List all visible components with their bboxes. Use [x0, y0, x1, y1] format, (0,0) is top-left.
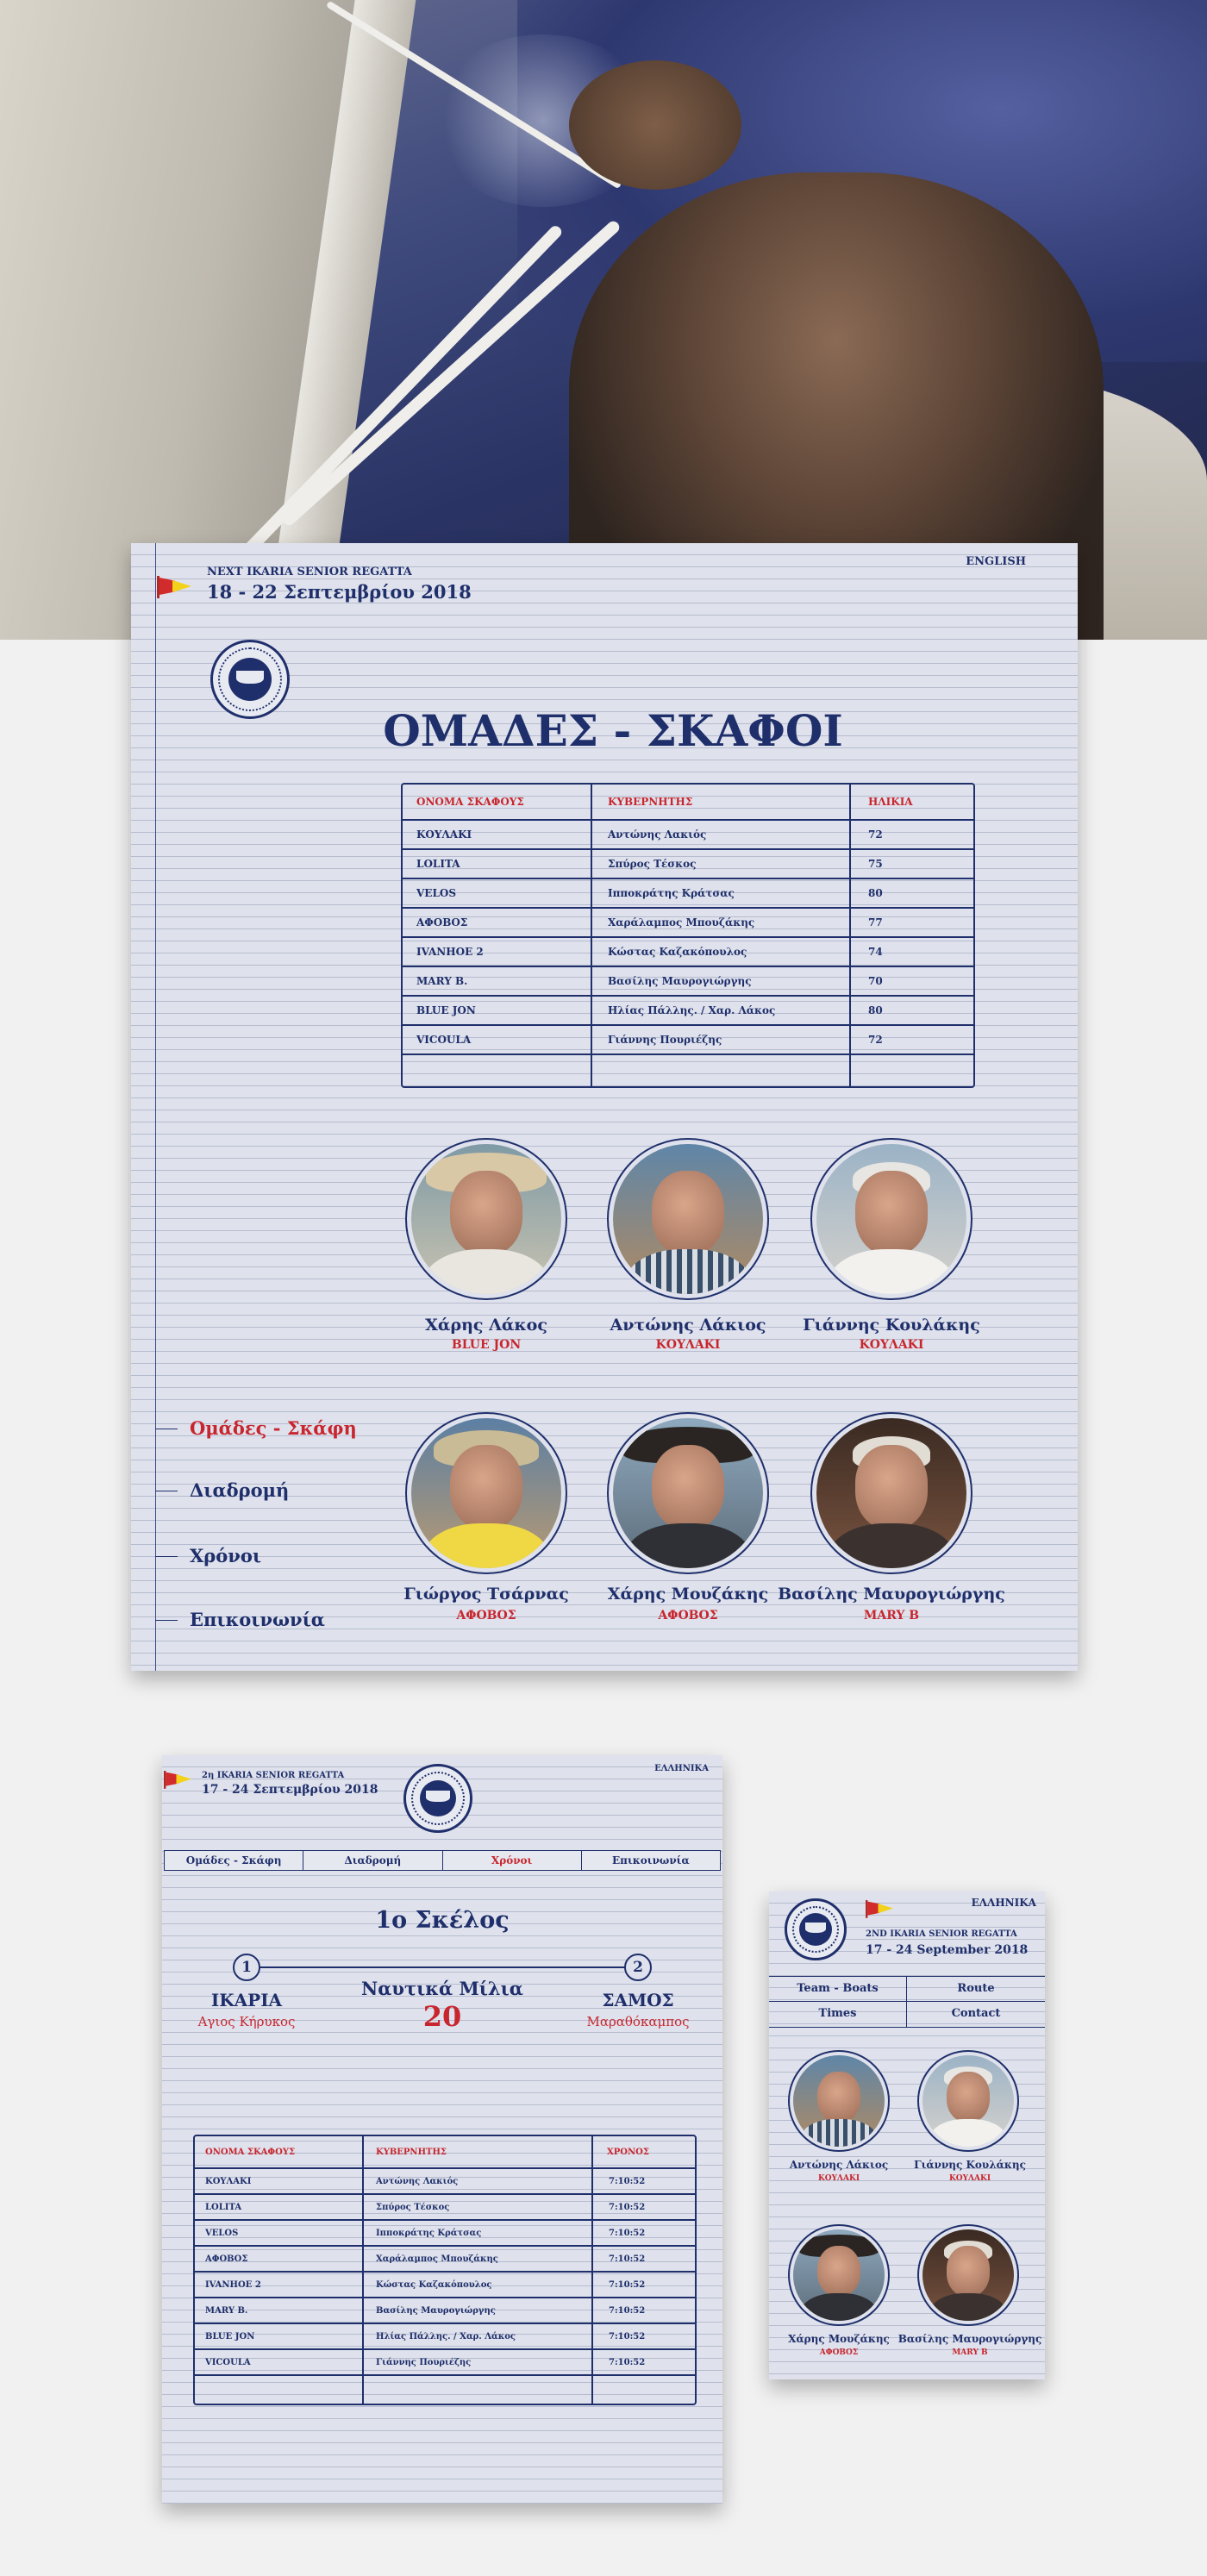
nav-teams[interactable]: Team - Boats	[769, 1977, 907, 2002]
table-cell: ΚΟΥΛΑΚΙ	[403, 821, 592, 850]
avatar[interactable]	[405, 1412, 567, 1574]
column-header: ΚΥΒΕΡΝΗΤΗΣ	[592, 785, 851, 821]
table-row	[403, 938, 973, 967]
avatar[interactable]	[917, 2224, 1019, 2326]
table-cell: 80	[851, 879, 973, 909]
menu-item-times[interactable]	[190, 1545, 261, 1566]
mobile-page	[769, 1891, 1045, 2379]
table-cell: VELOS	[403, 879, 592, 909]
nav-times[interactable]: Χρόνοι	[443, 1851, 582, 1870]
person-name: Αντώνης Λάκιος	[789, 2159, 889, 2171]
menu-label: Χρόνοι	[190, 1545, 262, 1566]
table-cell: Γιάννης Πουριέζης	[592, 1026, 851, 1055]
sailor-hand	[569, 60, 741, 190]
table-row	[403, 879, 973, 909]
nav-times[interactable]: Times	[769, 2002, 907, 2027]
table-cell	[364, 2376, 593, 2404]
table-cell: MARY B.	[403, 967, 592, 997]
table-cell: ΚΟΥΛΑΚΙ	[195, 2169, 364, 2195]
column-header: ΗΛΙΚΙΑ	[851, 785, 973, 821]
table-cell: 7:10:52	[593, 2350, 695, 2376]
start-place: Αγιος Κήρυκος	[197, 2014, 296, 2029]
table-row	[403, 821, 973, 850]
person-name: Χάρης Μουζάκης	[788, 2333, 890, 2345]
table-cell	[195, 2376, 364, 2404]
table-cell: MARY B.	[195, 2298, 364, 2324]
person-boat: MARY B	[952, 2348, 988, 2357]
table-cell: Βασίλης Μαυρογιώργης	[364, 2298, 593, 2324]
avatar[interactable]	[917, 2050, 1019, 2152]
person-boat: ΚΟΥΛΑΚΙ	[655, 1338, 721, 1352]
mobile-nav	[769, 1976, 1045, 2028]
header-subtitle: 2η IKARIA SENIOR REGATTA	[202, 1771, 345, 1780]
table-cell	[593, 2376, 695, 2404]
table-cell: 72	[851, 821, 973, 850]
table-cell: Χαράλαμπος Μπουζάκης	[364, 2247, 593, 2273]
avatar[interactable]	[810, 1138, 972, 1300]
table-cell: 7:10:52	[593, 2195, 695, 2221]
table-row-empty	[403, 1055, 973, 1086]
teams-table	[401, 783, 975, 1088]
tablet-nav	[164, 1850, 721, 1871]
times-table	[193, 2135, 697, 2405]
table-cell: Ηλίας Πάλλης. / Χαρ. Λάκος	[364, 2324, 593, 2350]
start-name: ΙΚΑΡΙΑ	[210, 1990, 283, 2010]
table-cell: VICOULA	[195, 2350, 364, 2376]
menu-item-route[interactable]	[190, 1479, 289, 1501]
table-cell	[403, 1055, 592, 1086]
person-name: Βασίλης Μαυρογιώργης	[778, 1585, 1005, 1604]
header-dates: 18 - 22 Σεπτεμβρίου 2018	[207, 581, 472, 603]
waypoint-start: 1	[233, 1954, 260, 1981]
table-cell: LOLITA	[403, 850, 592, 879]
table-cell: 75	[851, 850, 973, 879]
table-cell: Βασίλης Μαυρογιώργης	[592, 967, 851, 997]
table-cell: 7:10:52	[593, 2324, 695, 2350]
header-subtitle: NEXT IKARIA SENIOR REGATTA	[207, 566, 412, 578]
person-boat: ΑΦΟΒΟΣ	[819, 2348, 859, 2357]
avatar[interactable]	[405, 1138, 567, 1300]
table-row	[403, 1026, 973, 1055]
person-name: Γιάννης Κουλάκης	[914, 2159, 1026, 2171]
person-name: Γιάννης Κουλάκης	[803, 1316, 980, 1335]
table-cell: IVANHOE 2	[195, 2273, 364, 2298]
table-cell: 80	[851, 997, 973, 1026]
leg-title: 1ο Σκέλος	[375, 1907, 510, 1934]
table-row	[195, 2324, 695, 2350]
table-row	[195, 2273, 695, 2298]
table-cell: 7:10:52	[593, 2273, 695, 2298]
table-cell: Σπύρος Τέσκος	[592, 850, 851, 879]
flag-icon	[866, 1900, 895, 1918]
table-row	[195, 2221, 695, 2247]
table-row	[195, 2350, 695, 2376]
table-cell: Αντώνης Λακιός	[364, 2169, 593, 2195]
menu-label: Επικοινωνία	[190, 1609, 325, 1630]
nav-route[interactable]: Διαδρομή	[303, 1851, 442, 1870]
table-row	[403, 997, 973, 1026]
table-cell: 7:10:52	[593, 2169, 695, 2195]
table-cell	[851, 1055, 973, 1086]
column-header: ΧΡΟΝΟΣ	[593, 2136, 695, 2169]
person-name: Γιώργος Τσάρνας	[403, 1585, 569, 1604]
table-row	[403, 967, 973, 997]
person-boat: ΑΦΟΒΟΣ	[456, 1609, 516, 1623]
table-cell: Σπύρος Τέσκος	[364, 2195, 593, 2221]
nav-contact[interactable]: Contact	[951, 2007, 1001, 2020]
header-dates: 17 - 24 September 2018	[866, 1943, 1029, 1957]
menu-label: Ομάδες - Σκάφη	[190, 1417, 357, 1439]
column-header: ΚΥΒΕΡΝΗΤΗΣ	[364, 2136, 593, 2169]
table-cell: BLUE JON	[403, 997, 592, 1026]
nav-teams[interactable]: Ομάδες - Σκάφη	[165, 1851, 303, 1870]
avatar[interactable]	[810, 1412, 972, 1574]
table-cell: 72	[851, 1026, 973, 1055]
table-cell: Κώστας Καζακόπουλος	[364, 2273, 593, 2298]
page-title: ΟΜΑΔΕΣ - ΣΚΑΦΟΙ	[383, 705, 843, 756]
flag-icon	[164, 1771, 193, 1789]
table-cell: Κώστας Καζακόπουλος	[592, 938, 851, 967]
tablet-page	[162, 1755, 722, 2504]
person-name: Χάρης Μουζάκης	[607, 1585, 769, 1604]
table-cell: IVANHOE 2	[403, 938, 592, 967]
table-row	[195, 2298, 695, 2324]
person-name: Χάρης Λάκος	[425, 1316, 547, 1335]
regatta-logo[interactable]	[403, 1764, 472, 1833]
table-cell: Χαράλαμπος Μπουζάκης	[592, 909, 851, 938]
route-line	[247, 1966, 638, 1968]
table-cell: Ιπποκράτης Κράτσας	[592, 879, 851, 909]
flag-icon	[157, 576, 193, 598]
table-row	[195, 2247, 695, 2273]
language-switch[interactable]: ΕΛΛΗΝΙΚΑ	[971, 1897, 1036, 1909]
table-cell: ΑΦΟΒΟΣ	[403, 909, 592, 938]
table-row-empty	[195, 2376, 695, 2404]
table-cell: Αντώνης Λακιός	[592, 821, 851, 850]
avatar[interactable]	[607, 1412, 769, 1574]
table-cell: Ιπποκράτης Κράτσας	[364, 2221, 593, 2247]
column-header: ΟΝΟΜΑ ΣΚΑΦΟΥΣ	[403, 785, 592, 821]
end-place: Μαραθόκαμπος	[586, 2014, 690, 2029]
table-cell: 7:10:52	[593, 2221, 695, 2247]
language-switch[interactable]: ENGLISH	[966, 555, 1026, 568]
table-cell: 70	[851, 967, 973, 997]
end-name: ΣΑΜΟΣ	[602, 1990, 674, 2010]
avatar[interactable]	[788, 2050, 890, 2152]
table-cell: 7:10:52	[593, 2247, 695, 2273]
header-subtitle: 2ND IKARIA SENIOR REGATTA	[866, 1929, 1017, 1939]
regatta-logo[interactable]	[785, 1898, 847, 1960]
person-boat: BLUE JON	[451, 1338, 522, 1352]
miles-label: Ναυτικά Μίλια	[361, 1978, 523, 1999]
menu-label: Διαδρομή	[190, 1479, 290, 1501]
waypoint-end: 2	[624, 1954, 652, 1981]
table-cell	[592, 1055, 851, 1086]
menu-item-teams[interactable]	[190, 1417, 357, 1439]
table-cell: 7:10:52	[593, 2298, 695, 2324]
person-name: Βασίλης Μαυρογιώργης	[897, 2333, 1042, 2345]
table-cell: 77	[851, 909, 973, 938]
table-cell: Γιάννης Πουριέζης	[364, 2350, 593, 2376]
person-boat: ΚΟΥΛΑΚΙ	[948, 2174, 991, 2183]
table-row	[195, 2195, 695, 2221]
table-cell: VICOULA	[403, 1026, 592, 1055]
table-row	[195, 2169, 695, 2195]
person-boat: ΑΦΟΒΟΣ	[658, 1609, 718, 1623]
nav-contact[interactable]: Επικοινωνία	[612, 1854, 690, 1866]
header-dates: 17 - 24 Σεπτεμβρίου 2018	[202, 1783, 378, 1797]
language-switch[interactable]: ΕΛΛΗΝΙΚΑ	[654, 1764, 709, 1773]
miles-value: 20	[422, 2000, 462, 2033]
column-header: ΟΝΟΜΑ ΣΚΑΦΟΥΣ	[195, 2136, 364, 2169]
person-boat: ΚΟΥΛΑΚΙ	[817, 2174, 860, 2183]
table-cell: Ηλίας Πάλλης. / Χαρ. Λάκος	[592, 997, 851, 1026]
desktop-page	[131, 543, 1078, 1671]
table-cell: 74	[851, 938, 973, 967]
person-name: Αντώνης Λάκιος	[610, 1316, 766, 1335]
person-boat: MARY B	[863, 1609, 920, 1623]
table-cell: VELOS	[195, 2221, 364, 2247]
table-cell: BLUE JON	[195, 2324, 364, 2350]
menu-item-contact[interactable]	[190, 1609, 325, 1630]
table-cell: ΑΦΟΒΟΣ	[195, 2247, 364, 2273]
table-cell: LOLITA	[195, 2195, 364, 2221]
avatar[interactable]	[788, 2224, 890, 2326]
table-row	[403, 909, 973, 938]
person-boat: ΚΟΥΛΑΚΙ	[859, 1338, 924, 1352]
avatar[interactable]	[607, 1138, 769, 1300]
nav-route[interactable]: Route	[907, 1977, 1045, 2002]
table-row	[403, 850, 973, 879]
